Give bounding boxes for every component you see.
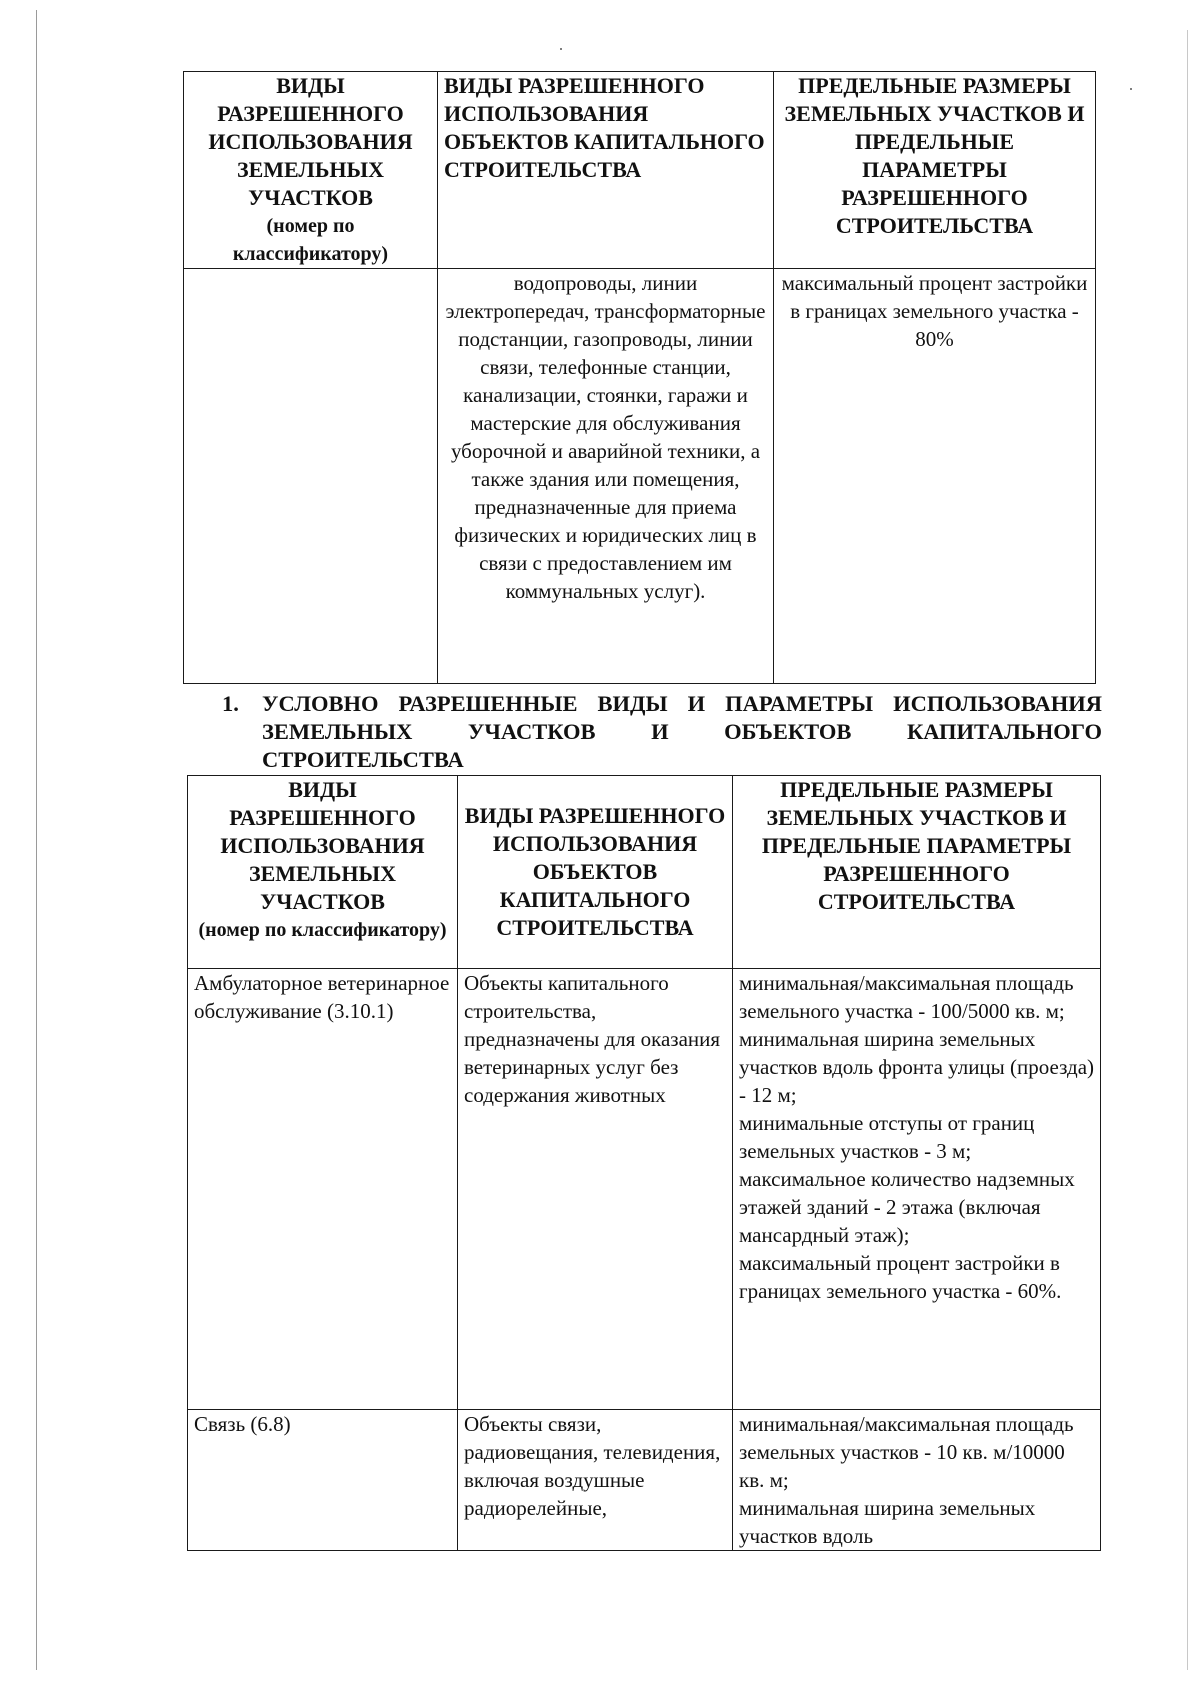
cell-veterinary-parameters xyxy=(733,969,1101,1410)
header-classifier-number: (номер по классификатору) xyxy=(232,215,389,265)
table-row xyxy=(188,1410,1101,1551)
table-header-row xyxy=(188,776,1101,969)
cell-land-use-communication: Связь (6.8) xyxy=(188,1410,458,1551)
scan-edge-right xyxy=(1187,30,1188,1670)
header-capital-construction-use xyxy=(458,776,733,969)
section-number: 1. xyxy=(222,691,239,716)
param-width: минимальная ширина земельных участков вдоль xyxy=(739,1496,1036,1548)
table-header-row xyxy=(184,72,1096,269)
param-width: минимальная ширина земельных участков вдоль фронта улицы (проезда) - 12 м; xyxy=(739,1027,1095,1107)
cell-max-building-percent: максимальный процент застройки в границах земельного участка - 80% xyxy=(774,269,1096,684)
param-area: минимальная/максимальная площадь земельных участков - 10 кв. м/10000 кв. м; xyxy=(739,1412,1074,1492)
conditional-use-table xyxy=(187,775,1101,1551)
param-building-percent: максимальный процент застройки в границах земельного участка - 60%. xyxy=(739,1251,1062,1303)
cell-utility-objects: водопроводы, линии электропередач, трансформаторные подстанции, газопроводы, линии связи, телефонные станции, канализации, стоянки, гаражи и мастерские для обслуживания уборочной и аварийной техники, а также здания или помещения, предназначенные для приема физических и юридических лиц в связи с предоставлением им коммунальных услуг). xyxy=(438,269,774,684)
cell-veterinary-objects: Объекты капитального строительства, предназначены для оказания ветеринарных услуг без содержания животных xyxy=(458,969,733,1410)
section-heading xyxy=(222,690,1102,774)
header-limit-parameters: ПРЕДЕЛЬНЫЕ РАЗМЕРЫ ЗЕМЕЛЬНЫХ УЧАСТКОВ И ПРЕДЕЛЬНЫЕ ПАРАМЕТРЫ РАЗРЕШЕННОГО СТРОИТЕЛЬСТВА xyxy=(774,72,1096,269)
param-floors: максимальное количество надземных этажей зданий - 2 этажа (включая мансардный этаж); xyxy=(739,1167,1075,1247)
table-row xyxy=(184,269,1096,684)
table-row xyxy=(188,969,1101,1410)
header-land-use-types xyxy=(184,72,438,269)
header-land-use-types xyxy=(188,776,458,969)
cell-land-use-veterinary: Амбулаторное ветеринарное обслуживание (3.10.1) xyxy=(188,969,458,1410)
param-area: минимальная/максимальная площадь земельного участка - 100/5000 кв. м; xyxy=(739,971,1074,1023)
header-limit-parameters: ПРЕДЕЛЬНЫЕ РАЗМЕРЫ ЗЕМЕЛЬНЫХ УЧАСТКОВ И ПРЕДЕЛЬНЫЕ ПАРАМЕТРЫ РАЗРЕШЕННОГО СТРОИТЕЛЬСТВА xyxy=(733,776,1101,969)
zoning-table-continued xyxy=(183,71,1096,684)
section-title: УСЛОВНО РАЗРЕШЕННЫЕ ВИДЫ И ПАРАМЕТРЫ ИСПОЛЬЗОВАНИЯ ЗЕМЕЛЬНЫХ УЧАСТКОВ И ОБЪЕКТОВ КАПИТАЛЬНОГО СТРОИТЕЛЬСТВА xyxy=(262,691,1102,772)
header-land-use-types-main: ВИДЫ РАЗРЕШЕННОГО ИСПОЛЬЗОВАНИЯ ЗЕМЕЛЬНЫХ УЧАСТКОВ xyxy=(208,73,413,210)
cell-land-use-empty xyxy=(184,269,438,684)
param-setbacks: минимальные отступы от границ земельных участков - 3 м; xyxy=(739,1111,1035,1163)
scan-speck xyxy=(1130,88,1132,90)
scan-speck xyxy=(560,48,562,50)
header-capital-construction-use: ВИДЫ РАЗРЕШЕННОГО ИСПОЛЬЗОВАНИЯ ОБЪЕКТОВ КАПИТАЛЬНОГО СТРОИТЕЛЬСТВА xyxy=(438,72,774,269)
header-classifier-number: (номер по классификатору) xyxy=(198,919,447,941)
scan-edge-left xyxy=(36,10,37,1670)
header-land-use-types-main: ВИДЫ РАЗРЕШЕННОГО ИСПОЛЬЗОВАНИЯ ЗЕМЕЛЬНЫХ УЧАСТКОВ xyxy=(220,777,425,914)
header-capital-construction-use-text: ВИДЫ РАЗРЕШЕННОГО ИСПОЛЬЗОВАНИЯ ОБЪЕКТОВ КАПИТАЛЬНОГО СТРОИТЕЛЬСТВА xyxy=(464,803,726,940)
cell-communication-objects: Объекты связи, радиовещания, телевидения, включая воздушные радиорелейные, xyxy=(458,1410,733,1551)
cell-communication-parameters xyxy=(733,1410,1101,1551)
